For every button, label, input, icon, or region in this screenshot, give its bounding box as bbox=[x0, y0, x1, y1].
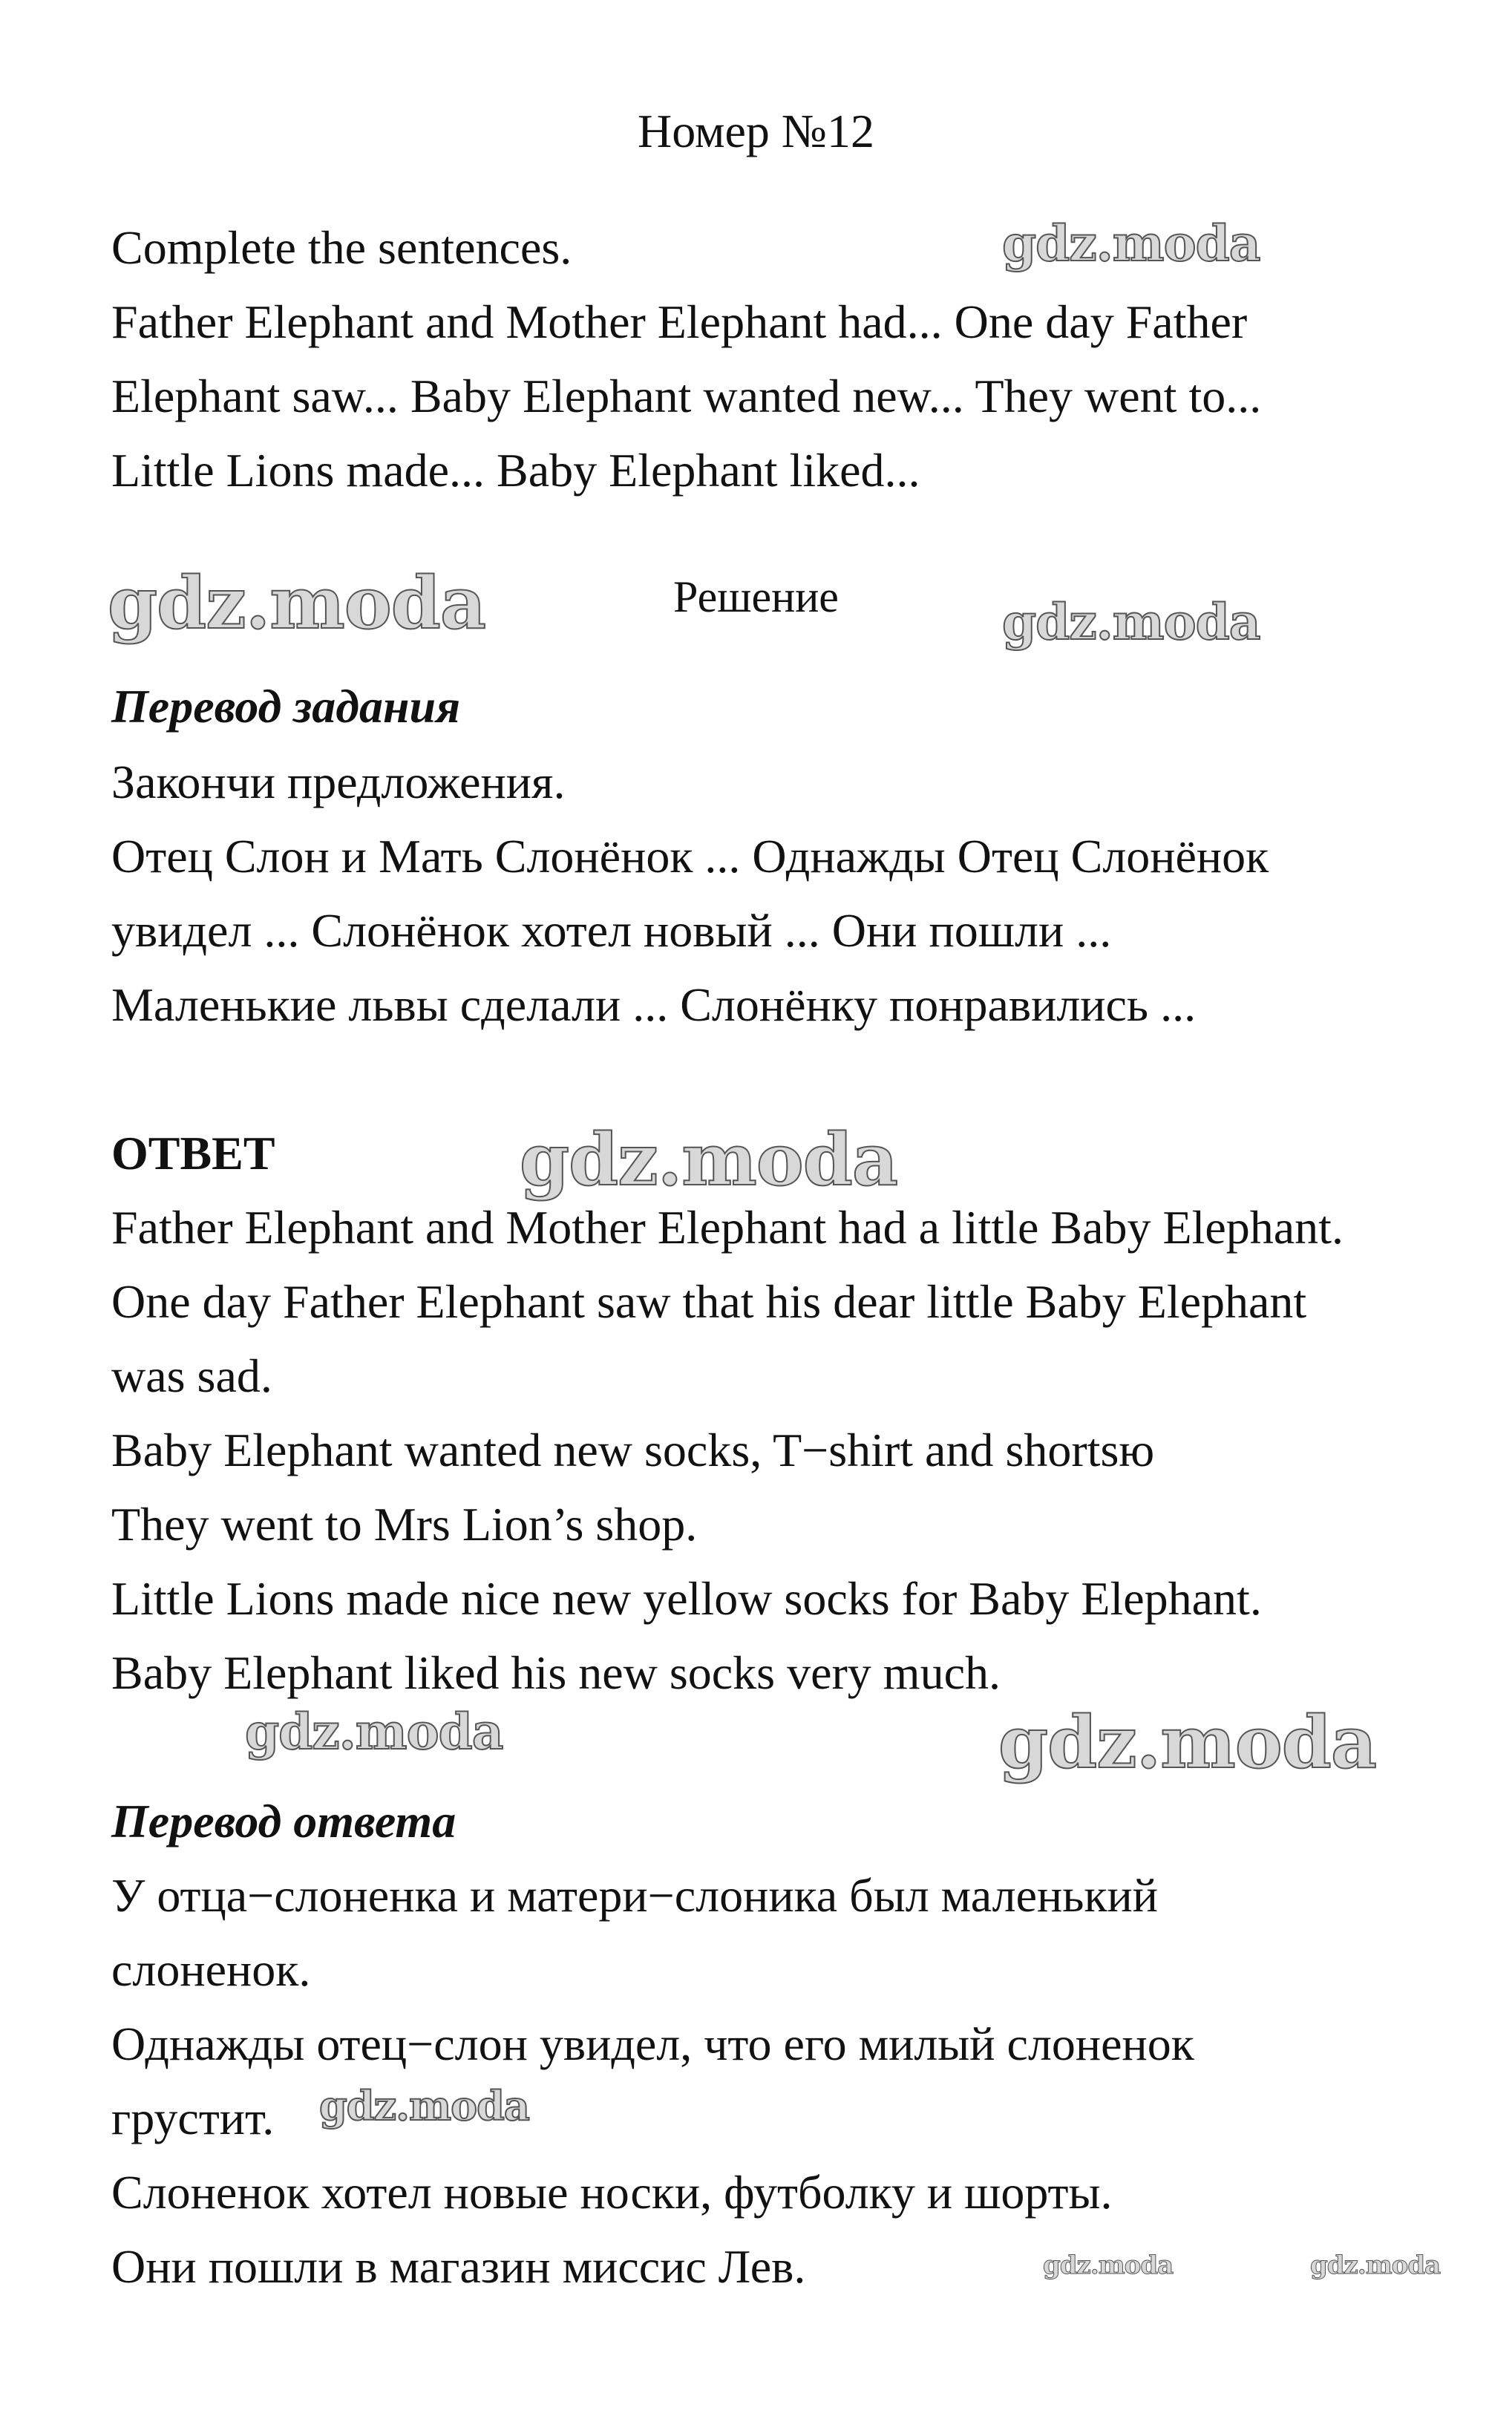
answer-heading: ОТВЕТ bbox=[111, 1127, 275, 1179]
answer-translation-line: Однажды отец−слон увидел, что его милый слоненок bbox=[111, 2017, 1194, 2070]
watermark-logo: gdz.moda bbox=[1043, 2251, 1174, 2280]
answer-line: Little Lions made nice new yellow socks for Baby Elephant. bbox=[111, 1572, 1262, 1625]
translation-line: Закончи предложения. bbox=[111, 756, 566, 808]
task-translation-heading: Перевод задания bbox=[111, 680, 461, 733]
answer-translation-line: грустит. bbox=[111, 2092, 275, 2144]
task-line: Father Elephant and Mother Elephant had... One day Father bbox=[111, 295, 1248, 348]
watermark-logo: gdz.moda bbox=[1310, 2251, 1441, 2280]
page-title: Номер №12 bbox=[638, 105, 874, 157]
answer-line: Father Elephant and Mother Elephant had a little Baby Elephant. bbox=[111, 1201, 1344, 1254]
answer-translation-line: У отца−слоненка и матери−слоника был маленький bbox=[111, 1869, 1159, 1922]
answer-translation-line: слоненок. bbox=[111, 1943, 311, 1996]
watermark-logo: gdz.moda bbox=[319, 2082, 529, 2130]
answer-translation-heading: Перевод ответа bbox=[111, 1795, 456, 1847]
watermark-logo: gdz.moda bbox=[108, 561, 486, 645]
answer-line: Baby Elephant wanted new socks, T−shirt and shortsю bbox=[111, 1424, 1155, 1476]
solution-label: Решение bbox=[673, 572, 839, 621]
translation-line: Отец Слон и Мать Слонёнок ... Однажды Отец Слонёнок bbox=[111, 830, 1269, 883]
answer-translation-line: Они пошли в магазин миссис Лев. bbox=[111, 2240, 806, 2293]
watermark-logo: gdz.moda bbox=[245, 1703, 503, 1761]
answer-line: They went to Mrs Lion’s shop. bbox=[111, 1498, 698, 1551]
answer-line: Baby Elephant liked his new socks very much. bbox=[111, 1646, 1001, 1699]
answer-line: was sad. bbox=[111, 1349, 272, 1402]
task-line: Little Lions made... Baby Elephant liked... bbox=[111, 444, 920, 497]
watermark-logo: gdz.moda bbox=[520, 1118, 898, 1202]
task-instruction: Complete the sentences. bbox=[111, 221, 572, 274]
translation-line: Маленькие львы сделали ... Слонёнку понравились ... bbox=[111, 978, 1197, 1031]
answer-line: One day Father Elephant saw that his dear little Baby Elephant bbox=[111, 1275, 1307, 1328]
answer-translation-line: Слоненок хотел новые носки, футболку и шорты. bbox=[111, 2166, 1113, 2219]
watermark-logo: gdz.moda bbox=[1002, 593, 1260, 651]
task-line: Elephant saw... Baby Elephant wanted new... They went to... bbox=[111, 370, 1262, 422]
watermark-logo: gdz.moda bbox=[1002, 215, 1260, 272]
watermark-logo: gdz.moda bbox=[998, 1701, 1377, 1784]
translation-line: увидел ... Слонёнок хотел новый ... Они пошли ... bbox=[111, 904, 1112, 957]
